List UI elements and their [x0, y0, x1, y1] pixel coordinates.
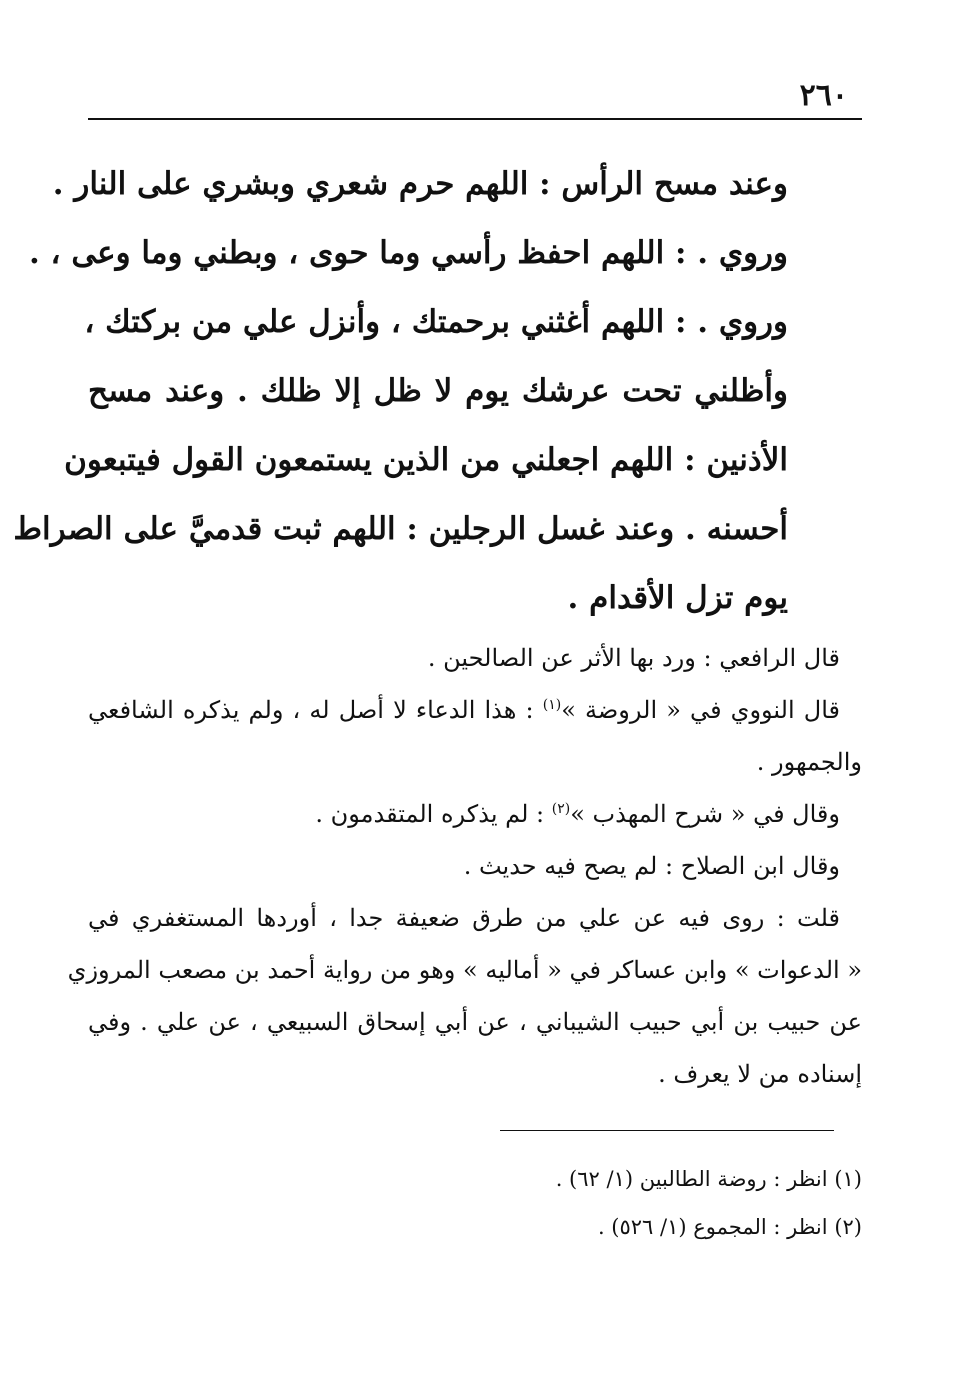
footnote-text: انظر : روضة الطالبين (١/ ٦٢) . — [555, 1167, 828, 1191]
commentary-line: قال الرافعي : ورد بها الأثر عن الصالحين . — [427, 644, 840, 672]
footnote — [88, 1203, 862, 1251]
commentary-line: إسناده من لا يعرف . — [658, 1060, 862, 1088]
footnote-ref: (٢) — [551, 801, 571, 817]
page-number: ٢٦٠ — [799, 78, 848, 113]
commentary-line — [88, 684, 862, 736]
commentary-segment: : هذا الدعاء لا أصل له ، ولم يذكره الشافعي — [88, 696, 543, 724]
footnotes — [88, 1155, 862, 1251]
commentary-segment: : لم يذكره المتقدمون . — [315, 800, 552, 828]
footnote-ref: (١) — [542, 697, 562, 713]
header-rule — [88, 118, 862, 120]
main-text-line: وعند مسح الرأس : اللهم حرم شعري وبشري على النار . — [52, 166, 788, 202]
commentary-segment: وقال في « شرح المهذب » — [570, 800, 840, 828]
main-text-line: أحسنه . وعند غسل الرجلين : اللهم ثبت قدميَّ على الصراط — [13, 511, 788, 547]
footnote-number: (٢) — [834, 1215, 862, 1239]
commentary-line: عن حبيب بن أبي حبيب الشيباني ، عن أبي إسحاق السبيعي ، عن علي . وفي — [88, 1008, 862, 1036]
main-text — [13, 150, 788, 633]
footnote-text: انظر : المجموع (١/ ٥٢٦) . — [597, 1215, 828, 1239]
main-text-line: وأظلني تحت عرشك يوم لا ظل إلا ظلك . وعند مسح — [88, 373, 788, 409]
page-header — [88, 70, 862, 120]
main-text-line: وروي . : اللهم أغثني برحمتك ، وأنزل علي من بركتك ، — [84, 304, 788, 340]
commentary-line: والجمهور . — [756, 748, 862, 776]
footnote-number: (١) — [834, 1167, 862, 1191]
main-text-line: وروي . : اللهم احفظ رأسي وما حوى ، وبطني وما وعى ، . — [28, 235, 788, 271]
commentary-segment: قال النووي في « الروضة » — [561, 696, 841, 724]
main-text-line: يوم تزل الأقدام . — [567, 580, 788, 616]
commentary-line: « الدعوات » وابن عساكر في « أماليه » وهو من رواية أحمد بن مصعب المروزي — [67, 956, 862, 984]
commentary-line: قلت : روى فيه عن علي من طرق ضعيفة جدا ، أوردها المستغفري في — [88, 904, 840, 932]
footnote-separator — [500, 1130, 834, 1131]
commentary-line: وقال ابن الصلاح : لم يصح فيه حديث . — [463, 852, 840, 880]
commentary-line — [88, 788, 862, 840]
commentary-text — [67, 632, 862, 1100]
main-text-line: الأذنين : اللهم اجعلني من الذين يستمعون القول فيتبعون — [64, 442, 788, 478]
footnote — [88, 1155, 862, 1203]
